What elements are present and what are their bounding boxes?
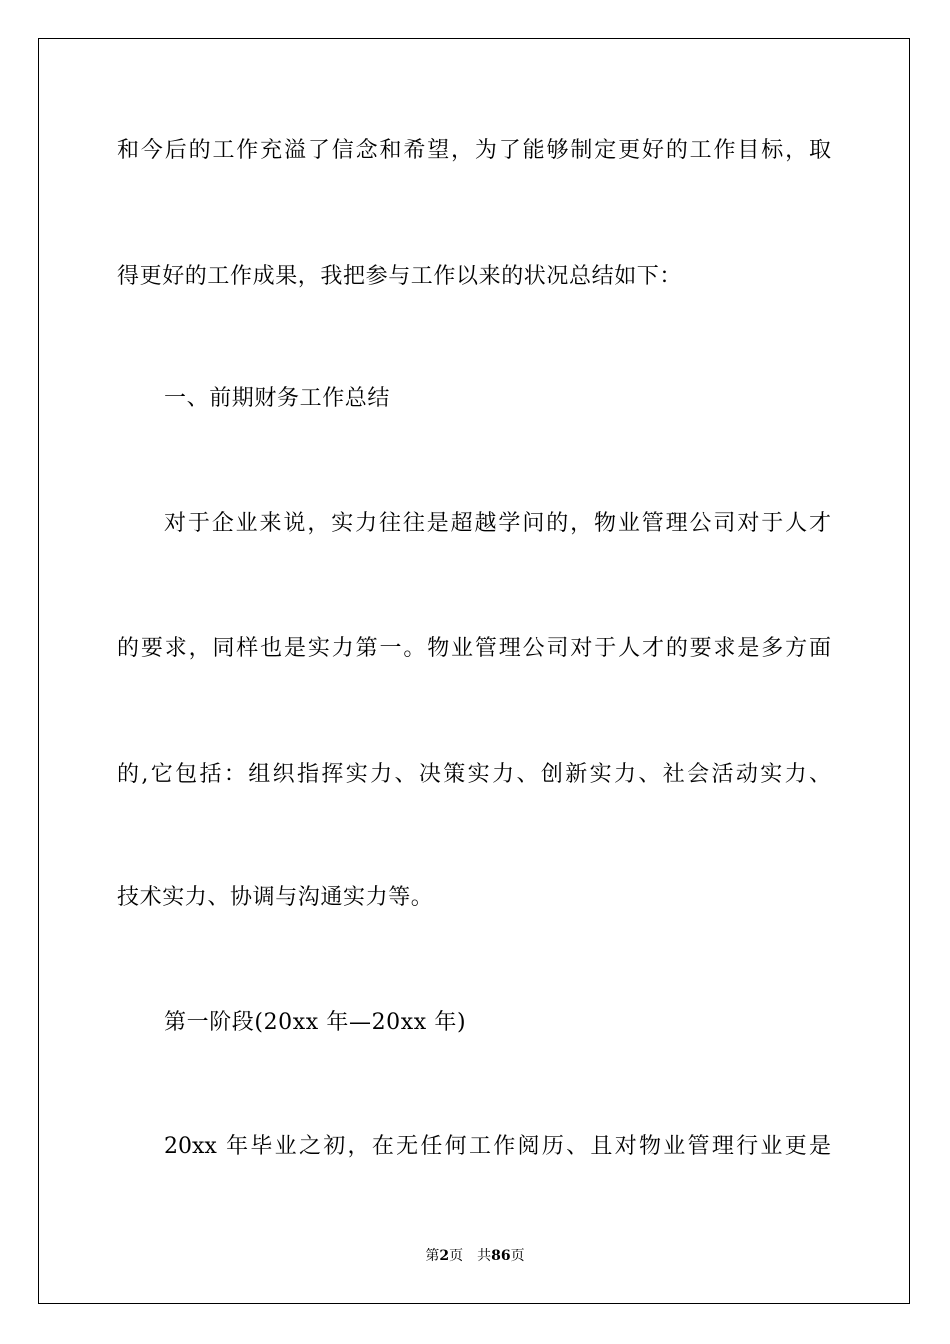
footer-page-prefix: 第 [425,1248,440,1264]
page-border [38,38,910,1304]
body-line: 20xx 年毕业之初，在无任何工作阅历、且对物业管理行业更是 [164,1134,831,1159]
footer-total-suffix: 页 [510,1248,525,1264]
footer-page-suffix: 页 [449,1248,464,1264]
phase-heading: 第一阶段(20xx 年—20xx 年) [164,1010,467,1035]
body-line: 的要求，同样也是实力第一。物业管理公司对于人才的要求是多方面 [117,636,831,661]
footer-page-number: 2 [439,1248,450,1264]
footer-total-prefix: 共 [477,1248,492,1264]
body-line: 的,它包括：组织指挥实力、决策实力、创新实力、社会活动实力、 [117,762,831,787]
body-line: 技术实力、协调与沟通实力等。 [117,885,434,910]
body-line: 对于企业来说，实力往往是超越学问的，物业管理公司对于人才 [164,511,831,536]
body-line: 和今后的工作充溢了信念和希望，为了能够制定更好的工作目标，取 [117,138,831,163]
section-heading: 一、前期财务工作总结 [164,386,391,411]
body-line: 得更好的工作成果，我把参与工作以来的状况总结如下： [117,264,683,289]
page-footer [0,1246,950,1266]
footer-total-pages: 86 [491,1248,511,1264]
